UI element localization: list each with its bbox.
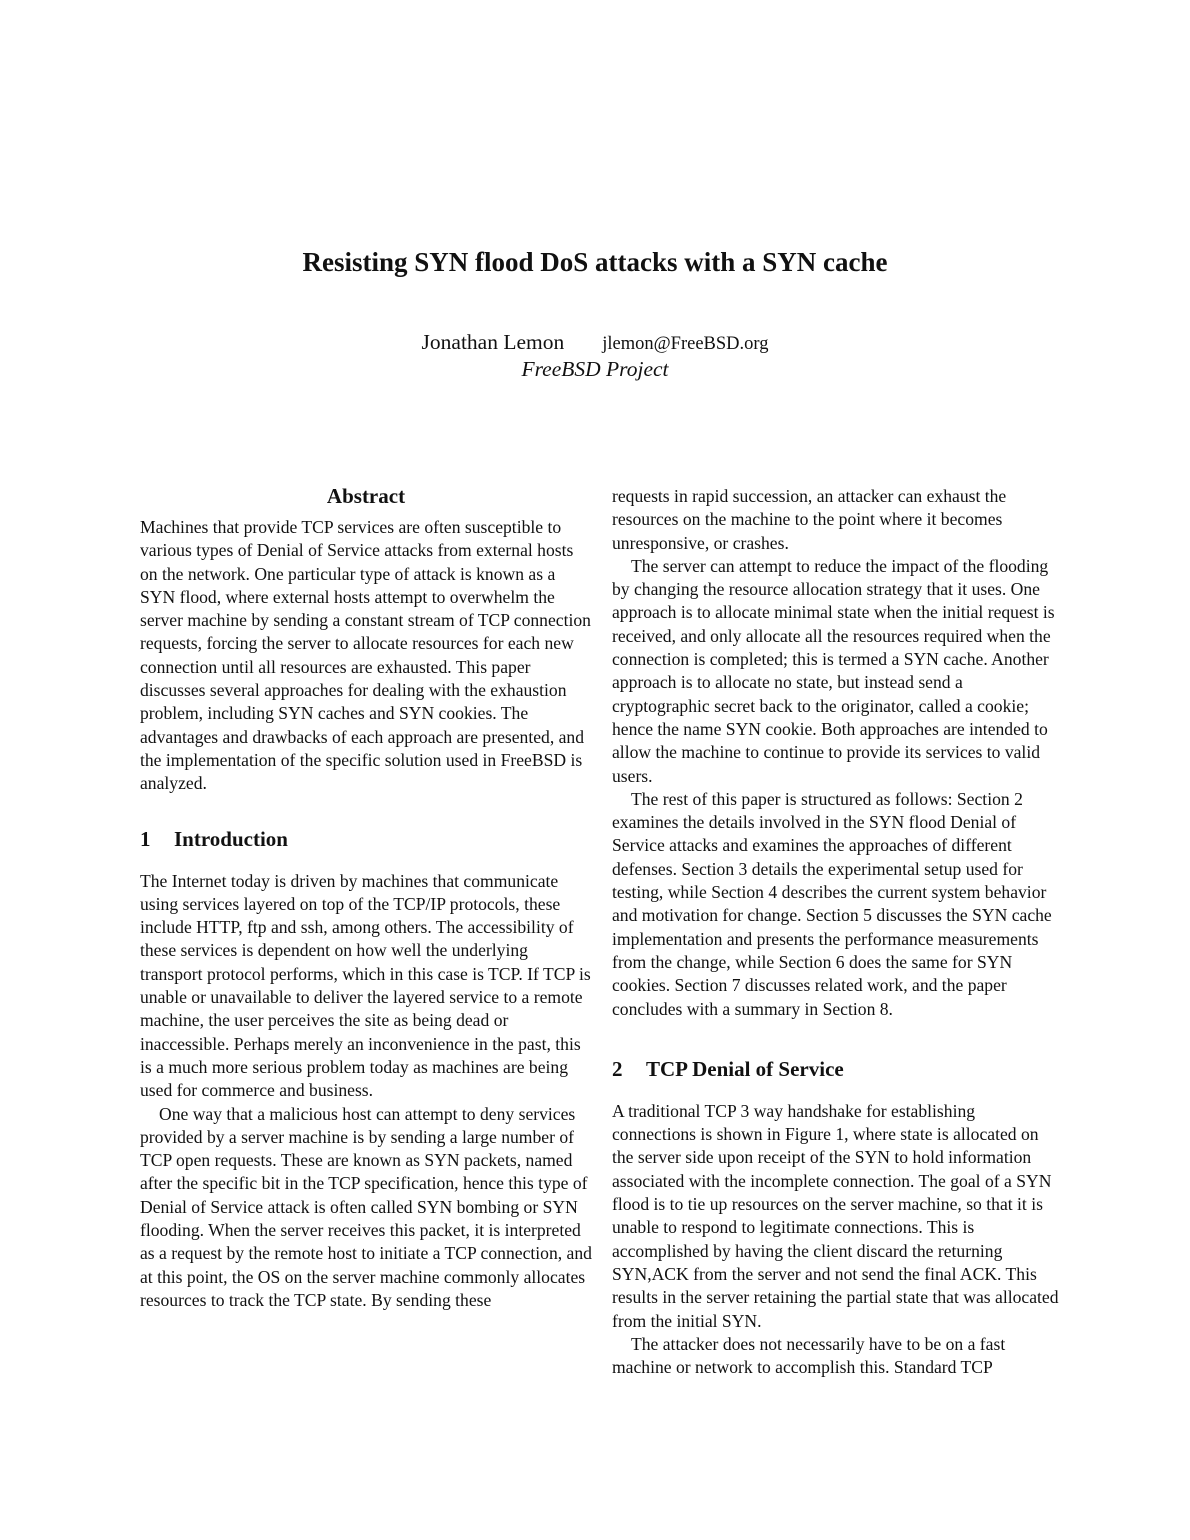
intro-paragraph-2-continued: requests in rapid succession, an attacker can exhaust the resources on the machine to the point where it becomes unresponsive, or crashes. — [612, 486, 1007, 553]
author-line — [0, 328, 1190, 358]
tcp-dos-paragraph-2: The attacker does not necessarily have to be on a fast machine or network to accomplish this. Standard TCP — [612, 1333, 1006, 1378]
section-number: 2 — [612, 1056, 623, 1081]
author-name: Jonathan Lemon — [421, 330, 565, 354]
section-title: Introduction — [174, 826, 288, 851]
section-number: 1 — [140, 826, 151, 851]
author-affiliation: FreeBSD Project — [521, 357, 669, 381]
author-email: jlemon@FreeBSD.org — [602, 334, 769, 354]
abstract-heading: Abstract — [326, 484, 406, 508]
paper-title: Resisting SYN flood DoS attacks with a SYN cache — [302, 247, 888, 277]
left-column — [140, 482, 592, 1312]
section-title: TCP Denial of Service — [646, 1056, 844, 1081]
right-column — [612, 485, 1062, 1379]
abstract-text: Machines that provide TCP services are often susceptible to various types of Denial of Service attacks from external hosts on the network. One particular type of attack is known as a SYN flood, where external hosts attempt to overwhelm the server machine by sending a constant stream of TCP connection requests, forcing the server to allocate resources for each new connection until all resources are exhausted. This paper discusses several approaches for dealing with the exhaustion problem, including SYN caches and SYN cookies. The advantages and drawbacks of each approach are presented, and the implementation of the specific solution used in FreeBSD is analyzed. — [140, 517, 591, 794]
intro-paragraph-3: The server can attempt to reduce the impact of the flooding by changing the resource allocation strategy that it uses. One approach is to allocate minimal state when the initial request is received, and only allocate all the resources required when the connection is completed; this is termed a SYN cache. Another approach is to allocate no state, but instead send a cryptographic secret back to the originator, called a cookie; hence the name SYN cookie. Both approaches are intended to allow the machine to continue to provide its services to valid users. — [612, 555, 1055, 786]
intro-paragraph-1: The Internet today is driven by machines that communicate using services layered on top of the TCP/IP protocols, these include HTTP, ftp and ssh, among others. The accessibility of these services is dependent on how well the underlying transport protocol performs, which in this case is TCP. If TCP is unable or unavailable to deliver the layered service to a remote machine, the user perceives the site as being dead or inaccessible. Perhaps merely an inconvenience in the past, this is a much more serious problem today as machines are being used for commerce and business. — [140, 870, 591, 1101]
section-heading-tcp-dos — [612, 1055, 1062, 1083]
tcp-dos-paragraph-1: A traditional TCP 3 way handshake for establishing connections is shown in Figure 1, where state is allocated on the server side upon receipt of the SYN to hold information associated with the incomplete connection. The goal of a SYN flood is to tie up resources on the server machine, so that it is unable to respond to legitimate connections. This is accomplished by having the client discard the returning SYN,ACK from the server and not send the final ACK. This results in the server retaining the partial state that was allocated from the initial SYN. — [612, 1100, 1059, 1331]
intro-paragraph-2: One way that a malicious host can attempt to deny services provided by a server machine is by sending a large number of TCP open requests. These are known as SYN packets, named after the specific bit in the TCP specification, hence this type of Denial of Service attack is often called SYN bombing or SYN flooding. When the server receives this packet, it is interpreted as a request by the remote host to initiate a TCP connection, and at this point, the OS on the server machine commonly allocates resources to track the TCP state. By sending these — [140, 1103, 592, 1310]
intro-paragraph-4: The rest of this paper is structured as follows: Section 2 examines the details involved in the SYN flood Denial of Service attacks and examines the approaches of different defenses. Section 3 details the experimental setup used for testing, while Section 4 describes the current system behavior and motivation for change. Section 5 discusses the SYN cache implementation and presents the performance measurements from the change, while Section 6 does the same for SYN cookies. Section 7 discusses related work, and the paper concludes with a summary in Section 8. — [612, 788, 1052, 1019]
section-heading-introduction — [140, 825, 592, 853]
